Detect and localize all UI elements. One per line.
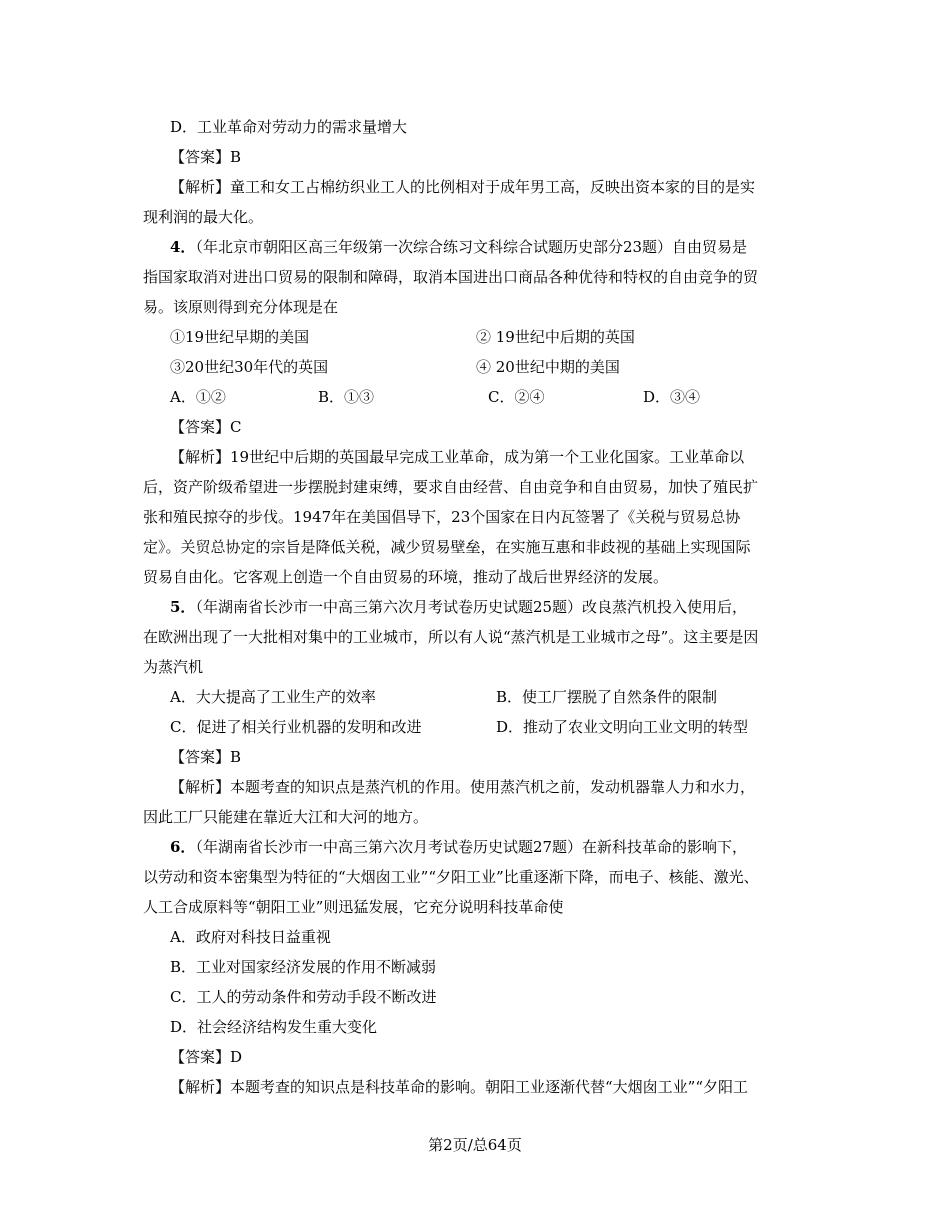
q6-stem-line-3: 人工合成原料等“朝阳工业”则迅猛发展，它充分说明科技革命使: [143, 898, 564, 916]
page-footer: 第2页/总64页: [428, 1136, 522, 1154]
q4-option-c: C．②④: [488, 388, 545, 406]
q5-answer: 【答案】B: [170, 748, 242, 766]
q6-analysis-line-1: 【解析】本题考查的知识点是科技革命的影响。朝阳工业逐渐代替“大烟囱工业”“夕阳工: [170, 1078, 749, 1096]
q5-stem-text: （年湖南省长沙市一中高三第六次月考试卷历史试题25题）改良蒸汽机投入使用后，: [195, 598, 748, 616]
q6-stem-line-1: [170, 836, 840, 858]
q6-stem-text: （年湖南省长沙市一中高三第六次月考试卷历史试题27题）在新科技革命的影响下，: [195, 838, 748, 856]
q3-analysis-line-2: 现利润的最大化。: [143, 208, 264, 226]
q4-number: 4．: [170, 238, 196, 256]
q4-answer: 【答案】C: [170, 418, 242, 436]
q6-option-b: B．工业对国家经济发展的作用不断减弱: [170, 958, 437, 976]
q5-stem-line-1: [170, 596, 840, 618]
q6-number: 6．: [170, 838, 196, 856]
q6-stem-line-2: 以劳动和资本密集型为特征的“大烟囱工业”“夕阳工业”比重逐渐下降，而电子、核能、激光、: [143, 868, 759, 886]
q5-stem-line-2: 在欧洲出现了一大批相对集中的工业城市，所以有人说“蒸汽机是工业城市之母”。这主要是因: [143, 628, 759, 646]
q4-option-d: D．③④: [643, 388, 701, 406]
q5-option-c: C．促进了相关行业机器的发明和改进: [170, 718, 422, 736]
q5-number: 5．: [170, 598, 196, 616]
q4-item-2: ② 19世纪中后期的英国: [476, 328, 635, 346]
q4-stem-line-2: 指国家取消对进出口贸易的限制和障碍，取消本国进出口商品各种优待和特权的自由竞争的贸: [143, 268, 759, 286]
q3-analysis-line-1: 【解析】童工和女工占棉纺织业工人的比例相对于成年男工高，反映出资本家的目的是实: [170, 178, 756, 196]
q5-stem-line-3: 为蒸汽机: [143, 658, 204, 676]
q4-stem-line-3: 易。该原则得到充分体现是在: [143, 298, 339, 316]
q3-option-d: D．工业革命对劳动力的需求量增大: [170, 118, 408, 136]
q4-stem-line-1: [170, 236, 840, 258]
q4-analysis-line-4: 定》。关贸总协定的宗旨是降低关税，减少贸易壁垒，在实施互惠和非歧视的基础上实现国际: [143, 538, 751, 556]
q4-stem-text: （年北京市朝阳区高三年级第一次综合练习文科综合试题历史部分23题）自由贸易是: [195, 238, 748, 256]
q6-option-d: D．社会经济结构发生重大变化: [170, 1018, 378, 1036]
q5-analysis-line-1: 【解析】本题考查的知识点是蒸汽机的作用。使用蒸汽机之前，发动机器靠人力和水力，: [170, 778, 756, 796]
q4-analysis-line-5: 贸易自由化。它客观上创造一个自由贸易的环境，推动了战后世界经济的发展。: [143, 568, 669, 586]
q5-option-d: D．推动了农业文明向工业文明的转型: [496, 718, 749, 736]
q5-option-a: A．大大提高了工业生产的效率: [170, 688, 376, 706]
q4-analysis-line-1: 【解析】19世纪中后期的英国最早完成工业革命，成为第一个工业化国家。工业革命以: [170, 448, 745, 466]
q6-option-c: C．工人的劳动条件和劳动手段不断改进: [170, 988, 437, 1006]
q5-option-b: B．使工厂摆脱了自然条件的限制: [496, 688, 718, 706]
q3-answer: 【答案】B: [170, 148, 242, 166]
q4-item-3: ③20世纪30年代的英国: [170, 358, 329, 376]
q4-analysis-line-3: 张和殖民掠夺的步伐。1947年在美国倡导下，23个国家在日内瓦签署了《关税与贸易总协: [143, 508, 741, 526]
q4-item-1: ①19世纪早期的美国: [170, 328, 310, 346]
q5-analysis-line-2: 因此工厂只能建在靠近大江和大河的地方。: [143, 808, 429, 826]
q4-option-b: B．①③: [318, 388, 375, 406]
q4-analysis-line-2: 后，资产阶级希望进一步摆脱封建束缚，要求自由经营、自由竞争和自由贸易，加快了殖民扩: [143, 478, 759, 496]
q4-option-a: A．①②: [170, 388, 226, 406]
q6-answer: 【答案】D: [170, 1048, 243, 1066]
q6-option-a: A．政府对科技日益重视: [170, 928, 331, 946]
q4-item-4: ④ 20世纪中期的美国: [476, 358, 620, 376]
